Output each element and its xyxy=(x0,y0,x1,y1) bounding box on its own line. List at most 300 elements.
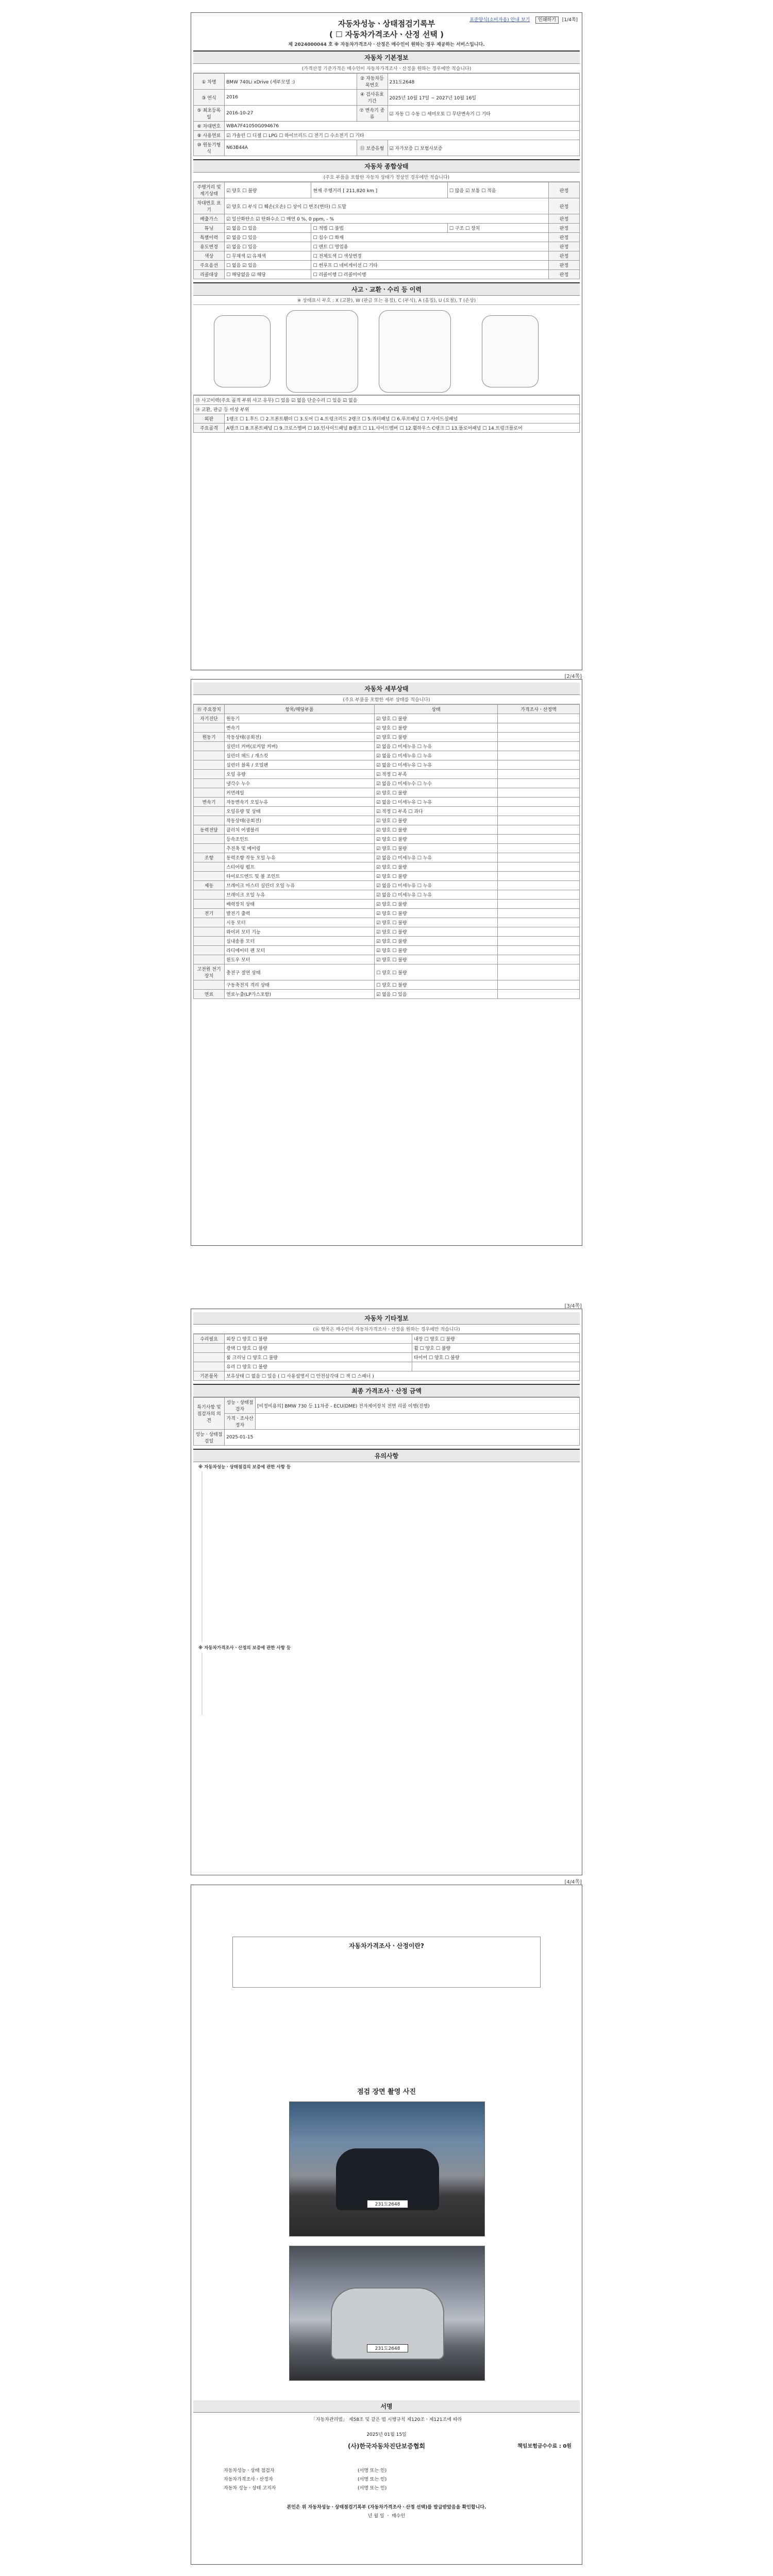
cell xyxy=(194,742,225,751)
table-header xyxy=(194,705,580,714)
cell: (서명 또는 인) xyxy=(358,2468,387,2473)
cell: ☑ 적정 ☐ 부족 xyxy=(375,770,498,779)
cell xyxy=(194,723,225,733)
cell: ☑ 없음 ☐ 미세누유 ☐ 누유 xyxy=(375,881,498,890)
car-top-view-left xyxy=(286,310,358,393)
cell: 광택 ☐ 양호 ☐ 불량 xyxy=(225,1344,412,1353)
footer-date: 년 월 일 ㆍ 매수인 xyxy=(367,2514,406,2519)
cell: ☑ 적정 ☐ 부족 ☐ 과다 xyxy=(375,807,498,816)
cell: ☑ 없음 ☐ 있음 xyxy=(225,233,311,242)
cell: 와이퍼 모터 기능 xyxy=(225,927,375,937)
table-row xyxy=(194,242,580,251)
cell: 자동변속기 오일누유 xyxy=(225,798,375,807)
cell: 유리 ☐ 양호 ☐ 불량 xyxy=(225,1362,412,1371)
cell xyxy=(194,1344,225,1353)
cell: 작동상태(공회전) xyxy=(225,816,375,825)
table-row xyxy=(194,770,580,779)
page-3 xyxy=(191,1303,582,1875)
cell: ☐ 전체도색 ☐ 색상변경 xyxy=(311,251,549,261)
etc-section xyxy=(193,1312,580,1381)
table-row xyxy=(194,714,580,723)
cell: 보유상태 ☐ 없음 ☐ 있음 ( ☐ 사용설명서 ☐ 안전삼각대 ☐ 잭 ☐ 스패너 ) xyxy=(225,1371,580,1381)
table-row xyxy=(194,733,580,742)
cell: ☑ 양호 ☐ 불량 xyxy=(375,844,498,853)
cell: 원동기 xyxy=(194,733,225,742)
table-row xyxy=(194,918,580,927)
cell: ☐ 적법 ☐ 불법 xyxy=(311,224,447,233)
table-row xyxy=(194,853,580,862)
cell xyxy=(194,946,225,955)
status-section xyxy=(193,159,580,279)
notice-header: 유의사항 xyxy=(193,1450,580,1462)
cell xyxy=(497,862,579,872)
cell: ☑ 양호 ☐ 불량 xyxy=(375,714,498,723)
cell: ☐ 없음 ☑ 있음 xyxy=(225,261,311,270)
cell: 스티어링 펌프 xyxy=(225,862,375,872)
table-row xyxy=(194,224,580,233)
photo-title: 점검 장면 촬영 사진 xyxy=(357,2088,416,2096)
cell xyxy=(194,770,225,779)
cell: ☑ 양호 ☐ 불량 xyxy=(375,825,498,835)
cell: ② 자동차등록번호 xyxy=(357,74,388,90)
detail-section xyxy=(193,683,580,999)
cell: 튜닝 xyxy=(194,224,225,233)
detail-header: 자동차 세부상태 xyxy=(193,683,580,695)
cell: ☑ 없음 ☐ 있음 xyxy=(375,990,498,999)
cell: ☐ 양호 ☐ 불량 xyxy=(375,964,498,980)
inspection-photo-rear xyxy=(289,2246,485,2381)
company-name: (사)한국자동차진단보증협회 xyxy=(347,2443,426,2450)
doc-subtitle: ( ☐ 자동차가격조사ㆍ산정 선택 ) xyxy=(329,30,444,39)
cell xyxy=(497,918,579,927)
table-row xyxy=(194,1362,580,1371)
top-actions xyxy=(469,16,578,23)
cell xyxy=(194,862,225,872)
cell xyxy=(194,955,225,964)
table-row xyxy=(194,742,580,751)
cell: ☑ 없음 ☐ 있음 xyxy=(225,224,311,233)
cell: 등속조인트 xyxy=(225,835,375,844)
cell: ☑ 양호 ☐ 불량 xyxy=(375,723,498,733)
table-row xyxy=(194,1414,580,1430)
table-row xyxy=(194,1353,580,1362)
cell: 차대번호 표기 xyxy=(194,198,225,214)
cell: 배출가스 xyxy=(194,214,225,224)
cell: ☑ 자동 ☐ 수동 ☐ 세미오토 ☐ 무단변속기 ☐ 기타 xyxy=(388,106,580,122)
cell xyxy=(497,714,579,723)
footer-text: 본인은 위 자동차성능ㆍ상태점검기록부 (자동차가격조사ㆍ산정 선택)를 발급받았음을 확인합니다. xyxy=(287,2505,486,2510)
cell: 변속기 xyxy=(225,723,375,733)
cell: 2016-10-27 xyxy=(225,106,357,122)
cell xyxy=(497,937,579,946)
table-row xyxy=(194,396,580,405)
cell: 자기진단 xyxy=(194,714,225,723)
cell: ☐ 양호 ☐ 불량 xyxy=(375,980,498,990)
cell: 라디에이터 팬 모터 xyxy=(225,946,375,955)
col-header: ⑮ 주요장치 xyxy=(194,705,225,714)
cell: 휠 ☐ 양호 ☐ 불량 xyxy=(412,1344,580,1353)
table-row xyxy=(194,844,580,853)
table-row xyxy=(194,825,580,835)
cell xyxy=(497,881,579,890)
cell: ☑ 없음 ☐ 미세누유 ☐ 누유 xyxy=(375,760,498,770)
table-row xyxy=(194,881,580,890)
cell: ☑ 양호 ☐ 불량 xyxy=(375,946,498,955)
cell: 용도변경 xyxy=(194,242,225,251)
cell xyxy=(497,779,579,788)
sign-section xyxy=(191,2400,582,2519)
basic-info-header: 자동차 기본정보 xyxy=(193,52,580,64)
cell: 판정 xyxy=(549,214,580,224)
accident-header: 사고ㆍ교환ㆍ수리 등 이력 xyxy=(193,283,580,296)
cell: ☑ 없음 ☐ 미세누수 ☐ 누수 xyxy=(375,779,498,788)
cell: 동력조향 작동 오일 누유 xyxy=(225,853,375,862)
cell: ⑪ 보증유형 xyxy=(357,140,388,156)
cell: 냉각수 누수 xyxy=(225,779,375,788)
cell: ☑ 양호 ☐ 불량 xyxy=(225,182,311,198)
license-plate: 231도2648 xyxy=(367,2344,408,2352)
cell xyxy=(194,890,225,900)
etc-table xyxy=(193,1334,580,1381)
cell xyxy=(194,1362,225,1371)
cell: 판정 xyxy=(549,198,580,214)
basic-info-sub: (가격산정 기준가격은 매수인이 자동차가격조사ㆍ산정을 원하는 경우에만 적습니다) xyxy=(193,64,580,73)
basic-info-section xyxy=(193,50,580,156)
cell xyxy=(412,1362,580,1371)
etc-sub: (⑯ 항목은 매수인이 자동차가격조사ㆍ산정을 원하는 경우에만 적습니다) xyxy=(193,1325,580,1334)
cell xyxy=(497,807,579,816)
cell xyxy=(497,733,579,742)
sign-header: 서명 xyxy=(193,2400,580,2413)
cell: 동력전달 xyxy=(194,825,225,835)
cell xyxy=(497,853,579,862)
cell: 판정 xyxy=(549,182,580,198)
cell: 자동차성능ㆍ상태 점검자 xyxy=(224,2468,275,2473)
cell xyxy=(194,807,225,816)
doc-title: 자동차성능ㆍ상태점검기록부 xyxy=(338,19,435,28)
table-row xyxy=(194,90,580,106)
table-row xyxy=(194,964,580,980)
cell: 시동 모터 xyxy=(225,918,375,927)
cell: 주요옵션 xyxy=(194,261,225,270)
cell: ☐ 침수 ☐ 화재 xyxy=(311,233,549,242)
cell: 구동축전지 격리 상태 xyxy=(225,980,375,990)
cell xyxy=(194,900,225,909)
cell: ☑ 일산화탄소 ☑ 탄화수소 ☐ 매연 0 %, 0 ppm, - % xyxy=(225,214,549,224)
col-header: 상태 xyxy=(375,705,498,714)
table-row xyxy=(194,1430,580,1446)
status-sub: (주요 부품을 포함한 자동차 상태가 정상인 경우에만 적습니다) xyxy=(193,173,580,182)
table-row xyxy=(194,788,580,798)
cell: 2025-01-15 xyxy=(225,1430,580,1446)
cell: ☑ 양호 ☐ 불량 xyxy=(375,862,498,872)
notice-text xyxy=(193,1462,580,1717)
table-row xyxy=(194,980,580,990)
cell: 기본품목 xyxy=(194,1371,225,1381)
cell: 발전기 출력 xyxy=(225,909,375,918)
cell: ☐ 해당없음 ☑ 해당 xyxy=(225,270,311,279)
cell: 실내송풍 모터 xyxy=(225,937,375,946)
cell: (서명 또는 인) xyxy=(358,2486,387,2491)
cell: 특별이력 xyxy=(194,233,225,242)
table-row xyxy=(194,862,580,872)
cell: ☑ 자가보증 ☐ 보험사보증 xyxy=(388,140,580,156)
table-row xyxy=(194,816,580,825)
cell: 성능ㆍ상태점검자 xyxy=(225,1398,256,1414)
cell: 판정 xyxy=(549,242,580,251)
sign-date: 2025년 01월 15일 xyxy=(366,2432,407,2437)
cell: ☑ 없음 ☐ 있음 xyxy=(225,242,311,251)
cell: 실린더 헤드 / 개스킷 xyxy=(225,751,375,760)
notice-section xyxy=(193,1449,580,1717)
table-row xyxy=(194,1398,580,1414)
col-header: 가격조사ㆍ산정액 xyxy=(497,705,579,714)
cell: [비정비용의] BMW 730 등 11차종 - ECU(DME) 전자제어장치 전면 리콜 이행(진행) xyxy=(256,1398,580,1414)
cell: 오일유량 및 상태 xyxy=(225,807,375,816)
cell: 클러치 어셈블리 xyxy=(225,825,375,835)
cell: 충전구 절연 상태 xyxy=(225,964,375,980)
inspection-photo-front xyxy=(289,2102,485,2236)
doc-note: 제 2024000044 호 ※ 자동차가격조사ㆍ산정은 매수인이 원하는 경우 제공하는 서비스입니다. xyxy=(288,42,485,47)
cell: ☐ 렌트 ☐ 영업용 xyxy=(311,242,549,251)
cell: ☑ 양호 ☐ 불량 xyxy=(375,733,498,742)
cell: ☑ 없음 ☐ 미세누유 ☐ 누유 xyxy=(375,853,498,862)
cell: ☑ 양호 ☐ 불량 xyxy=(375,816,498,825)
cell: A랭크 ☐ 8.프론트패널 ☐ 9.크로스멤버 ☐ 10.인사이드패널 B랭크 ☐ 11.사이드멤버 ☐ 12.휠하우스 C랭크 ☐ 13.플로어패널 ☐ 14.트렁크플로어 xyxy=(225,423,580,433)
cell: ⑥ 차대번호 xyxy=(194,122,225,131)
page-label: [4/4쪽] xyxy=(564,1879,582,1885)
table-row xyxy=(194,414,580,423)
cell xyxy=(194,816,225,825)
etc-header: 자동차 기타정보 xyxy=(193,1312,580,1325)
table-row xyxy=(194,214,580,224)
table-row xyxy=(194,233,580,242)
opinion-section xyxy=(193,1384,580,1446)
table-row xyxy=(194,955,580,964)
cell xyxy=(497,872,579,881)
cell: ④ 검사유효기간 xyxy=(357,90,388,106)
cell xyxy=(194,918,225,927)
cell: 판정 xyxy=(549,261,580,270)
cell: 원동기 xyxy=(225,714,375,723)
table-row xyxy=(222,2483,388,2492)
cell: 판정 xyxy=(549,233,580,242)
table-row xyxy=(194,1371,580,1381)
basic-info-table xyxy=(193,73,580,156)
cell: 연료누출(LP가스포함) xyxy=(225,990,375,999)
cell xyxy=(497,788,579,798)
detail-sub: (주요 부품을 포함한 세부 상태를 적습니다) xyxy=(193,695,580,704)
cell: ⑦ 변속기 종류 xyxy=(357,106,388,122)
cell xyxy=(194,980,225,990)
table-row xyxy=(222,2466,388,2475)
cell xyxy=(497,955,579,964)
opinion-header: 최종 가격조사ㆍ산정 금액 xyxy=(193,1385,580,1397)
cell: 커먼레일 xyxy=(225,788,375,798)
cell: 판정 xyxy=(549,251,580,261)
cell: ⑤ 최초등록일 xyxy=(194,106,225,122)
cell: ☑ 양호 ☐ 불량 xyxy=(375,900,498,909)
cell: 연료 xyxy=(194,990,225,999)
cell: 판정 xyxy=(549,270,580,279)
cell: 내장 ☐ 양호 ☐ 불량 xyxy=(412,1334,580,1344)
cell xyxy=(497,909,579,918)
cell: 외판 xyxy=(194,414,225,423)
cell: ☑ 양호 ☐ 불량 xyxy=(375,909,498,918)
sign-text: 「자동차관리법」 제58조 및 같은 법 시행규칙 제120조ㆍ제121조에 따라 xyxy=(311,2417,462,2422)
table-row xyxy=(222,2475,388,2483)
signer-table xyxy=(222,2466,388,2492)
cell: 주요골격 xyxy=(194,423,225,433)
page-label: [2/4쪽] xyxy=(564,674,582,680)
table-row xyxy=(194,990,580,999)
table-row xyxy=(194,182,580,198)
cell: 자동차 성능ㆍ상태 고지자 xyxy=(224,2486,276,2491)
cell xyxy=(497,900,579,909)
cell: BMW 740Li xDrive (세부모델 :) xyxy=(225,74,357,90)
cell: 판정 xyxy=(549,224,580,233)
opinion-table xyxy=(193,1397,580,1446)
cell xyxy=(497,798,579,807)
table-row xyxy=(194,131,580,140)
cell xyxy=(497,760,579,770)
cell: ☑ 없음 ☐ 미세누유 ☐ 누유 xyxy=(375,798,498,807)
table-row xyxy=(194,270,580,279)
cell: 변속기 xyxy=(194,798,225,807)
table-row xyxy=(194,927,580,937)
table-row xyxy=(194,909,580,918)
cell xyxy=(194,779,225,788)
cell: ☑ 양호 ☐ 불량 xyxy=(375,937,498,946)
cell: ⑭ 교환, 판금 등 이상 부위 xyxy=(194,405,580,414)
cell: ☑ 양호 ☐ 불량 xyxy=(375,835,498,844)
print-button[interactable]: 인쇄하기 xyxy=(535,16,559,24)
notice-body-1 xyxy=(201,1472,575,1642)
cell xyxy=(497,844,579,853)
accident-table xyxy=(193,395,580,433)
cell: ☐ 리콜이행 ☐ 리콜미이행 xyxy=(311,270,549,279)
table-row xyxy=(194,760,580,770)
table-row xyxy=(194,198,580,214)
car-top-view-right xyxy=(379,310,451,393)
fee-text: 책임보험금수수료 : 0원 xyxy=(517,2444,572,2449)
cell: 룸 크리닝 ☐ 양호 ☐ 불량 xyxy=(225,1353,412,1362)
cell: 작동상태(공회전) xyxy=(225,733,375,742)
cell xyxy=(194,927,225,937)
cell: ☑ 가솔린 ☐ 디젤 ☐ LPG ☐ 하이브리드 ☐ 전기 ☐ 수소전기 ☐ 기타 xyxy=(225,131,580,140)
table-row xyxy=(194,900,580,909)
cell: ☐ 무채색 ☑ 유채색 xyxy=(225,251,311,261)
price-notice-title: 자동차가격조사ㆍ산정이란? xyxy=(348,1942,425,1950)
cell xyxy=(497,946,579,955)
table-row xyxy=(194,74,580,90)
car-front-view xyxy=(214,315,271,387)
cell: ☑ 양호 ☐ 불량 xyxy=(375,927,498,937)
cell: ☑ 양호 ☐ 불량 xyxy=(375,918,498,927)
cell: 윈도우 모터 xyxy=(225,955,375,964)
cell: ☐ 많음 ☑ 보통 ☐ 적음 xyxy=(447,182,548,198)
cell: (서명 또는 인) xyxy=(358,2477,387,2482)
cell xyxy=(194,872,225,881)
cell xyxy=(194,1353,225,1362)
cell xyxy=(194,788,225,798)
page-4 xyxy=(191,1879,582,2565)
cell: 현재 주행거리 [ 211,820 km ] xyxy=(311,182,447,198)
cell: 타이어 ☐ 양호 ☐ 불량 xyxy=(412,1353,580,1362)
cell: ☑ 양호 ☐ 불량 xyxy=(375,788,498,798)
cell: ☑ 양호 ☐ 불량 xyxy=(375,955,498,964)
table-row xyxy=(194,106,580,122)
guide-link[interactable]: 표준양식(소비자용) 안내 보기 xyxy=(469,18,530,23)
table-row xyxy=(194,1344,580,1353)
cell: ⑩ 원동기형식 xyxy=(194,140,225,156)
table-row xyxy=(194,779,580,788)
notice-title: ※ 자동차성능ㆍ상태점검의 보증에 관한 사항 등 xyxy=(198,1465,291,1470)
table-row xyxy=(194,1334,580,1344)
car-diagram xyxy=(193,305,580,395)
cell: ☑ 양호 ☐ 부식 ☐ 훼손(오손) ☐ 상이 ☐ 변조(변타) ☐ 도말 xyxy=(225,198,549,214)
cell: ☐ 썬루프 ☐ 네비게이션 ☐ 기타 xyxy=(311,261,549,270)
col-header: 항목/해당부품 xyxy=(225,705,375,714)
cell: ③ 연식 xyxy=(194,90,225,106)
cell: 자동차가격조사ㆍ산정자 xyxy=(224,2477,273,2482)
cell: 실린더 커버(로커암 커버) xyxy=(225,742,375,751)
cell xyxy=(194,844,225,853)
cell xyxy=(497,770,579,779)
cell: 오일 유량 xyxy=(225,770,375,779)
cell xyxy=(497,723,579,733)
cell xyxy=(497,816,579,825)
cell: WBA7F41050G094676 xyxy=(225,122,580,131)
cell: ☑ 없음 ☐ 미세누유 ☐ 누유 xyxy=(375,742,498,751)
page-2 xyxy=(191,674,582,1246)
price-notice-body xyxy=(237,1952,536,1983)
cell: 브레이크 마스터 실린더 오일 누유 xyxy=(225,881,375,890)
table-row xyxy=(194,140,580,156)
cell: 외장 ☐ 양호 ☐ 불량 xyxy=(225,1334,412,1344)
table-row xyxy=(194,751,580,760)
table-row xyxy=(194,723,580,733)
cell: 고전원 전기장치 xyxy=(194,964,225,980)
status-header: 자동차 종합상태 xyxy=(193,160,580,173)
notice-title: ※ 자동차가격조사ㆍ산정의 보증에 관한 사항 등 xyxy=(198,1646,291,1651)
cell: ☐ 구조 ☐ 장치 xyxy=(447,224,548,233)
cell: 제동 xyxy=(194,881,225,890)
cell: 조향 xyxy=(194,853,225,862)
cell: 브레이크 오일 누유 xyxy=(225,890,375,900)
cell xyxy=(497,751,579,760)
page-count: [1/4쪽] xyxy=(562,18,578,23)
cell xyxy=(497,835,579,844)
table-row xyxy=(194,405,580,414)
cell: 성능ㆍ상태점검일 xyxy=(194,1430,225,1446)
table-row xyxy=(194,798,580,807)
cell xyxy=(194,751,225,760)
license-plate: 231도2648 xyxy=(367,2200,408,2208)
table-row xyxy=(194,872,580,881)
cell xyxy=(497,825,579,835)
status-table xyxy=(193,182,580,279)
cell: 리콜대상 xyxy=(194,270,225,279)
page-label: [3/4쪽] xyxy=(564,1303,582,1309)
cell xyxy=(194,760,225,770)
notice-body-2 xyxy=(201,1653,575,1715)
table-row xyxy=(194,937,580,946)
cell: 2025년 10월 17일 ~ 2027년 10월 16일 xyxy=(388,90,580,106)
cell: 가격ㆍ조사산정자 xyxy=(225,1414,256,1430)
price-notice-box xyxy=(232,1937,541,1988)
table-row xyxy=(194,946,580,955)
